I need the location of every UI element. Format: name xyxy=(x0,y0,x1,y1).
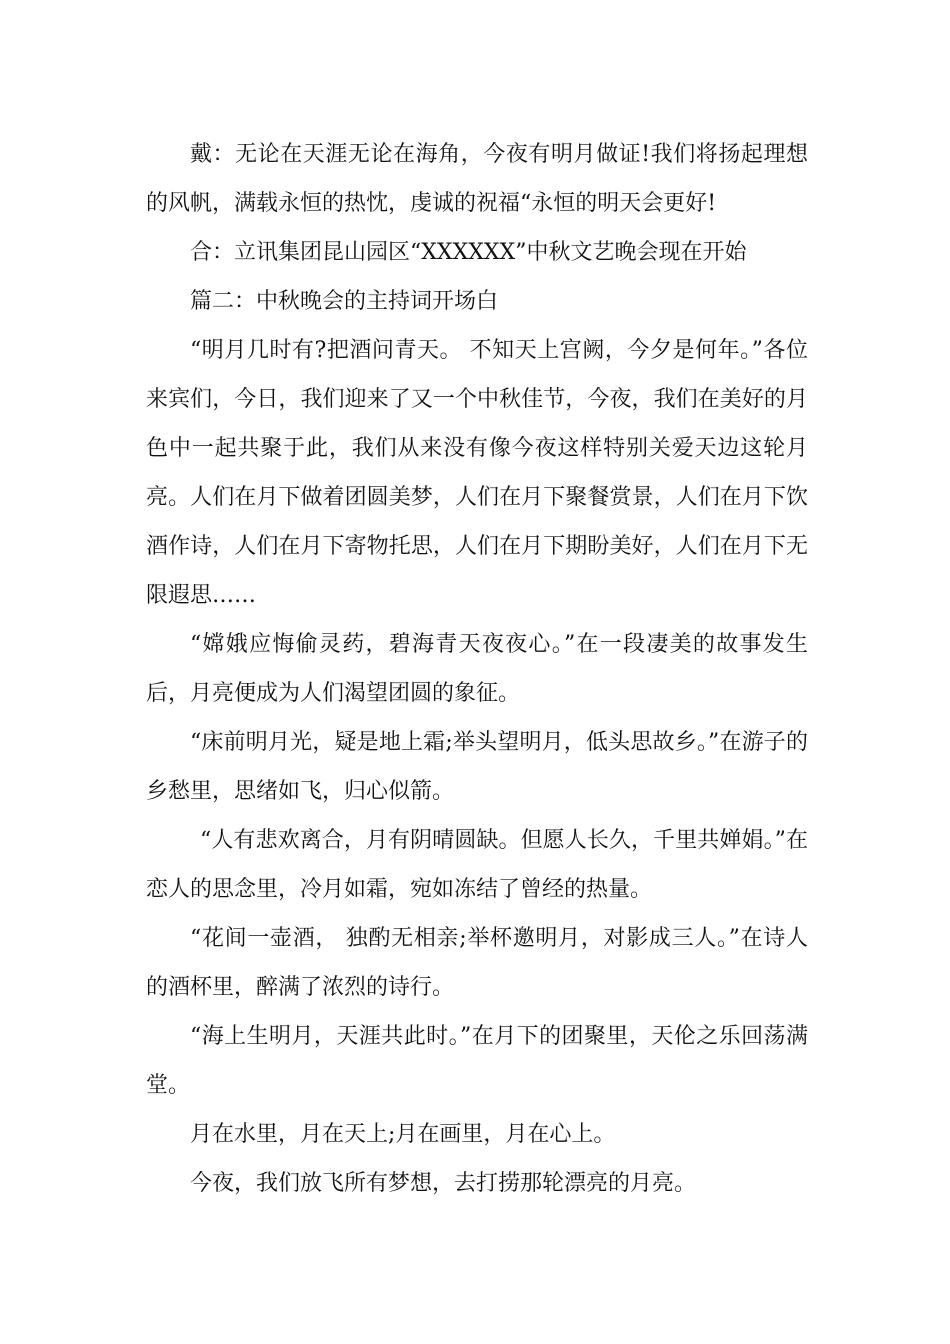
paragraph-change: “嫦娥应悔偷灵药，碧海青天夜夜心。”在一段凄美的故事发生后，月亮便成为人们渴望团圆的象征。 xyxy=(146,632,808,706)
paragraph-reunion: “海上生明月，天涯共此时。”在月下的团聚里，天伦之乐回荡满堂。 xyxy=(146,1024,808,1098)
paragraph-traveler: “床前明月光，疑是地上霜;举头望明月，低头思故乡。”在游子的乡愁里，思绪如飞，归心似箭。 xyxy=(146,730,808,804)
paragraph-intro: “明月几时有?把酒问青天。 不知天上宫阙，今夕是何年。”各位来宾们，今日，我们迎来了又一个中秋佳节，今夜，我们在美好的月色中一起共聚于此，我们从来没有像今夜这样特别关爱天边这轮月亮。人们在月下做着团圆美梦，人们在月下聚餐赏景，人们在月下饮酒作诗，人们在月下寄物托思，人们在月下期盼美好，人们在月下无限遐思…… xyxy=(146,338,808,608)
paragraph-he-opening: 合：立讯集团昆山园区“XXXXXX”中秋文艺晚会现在开始 xyxy=(190,240,747,265)
paragraph-moon-everywhere: 月在水里，月在天上;月在画里，月在心上。 xyxy=(190,1122,616,1147)
paragraph-poet: “花间一壶酒， 独酌无相亲;举杯邀明月，对影成三人。”在诗人的酒杯里，醉满了浓烈的诗行。 xyxy=(146,926,808,1000)
paragraph-section-heading: 篇二：中秋晚会的主持词开场白 xyxy=(190,289,499,314)
paragraph-dai-closing: 戴：无论在天涯无论在海角，今夜有明月做证!我们将扬起理想的风帆，满载永恒的热忱，虔诚的祝福“永恒的明天会更好! xyxy=(146,142,808,216)
paragraph-tonight: 今夜，我们放飞所有梦想，去打捞那轮漂亮的月亮。 xyxy=(190,1171,697,1196)
document-body xyxy=(146,130,808,1208)
paragraph-lovers: “人有悲欢离合，月有阴晴圆缺。但愿人长久，千里共婵娟。”在恋人的思念里，冷月如霜，宛如冻结了曾经的热量。 xyxy=(146,828,808,902)
